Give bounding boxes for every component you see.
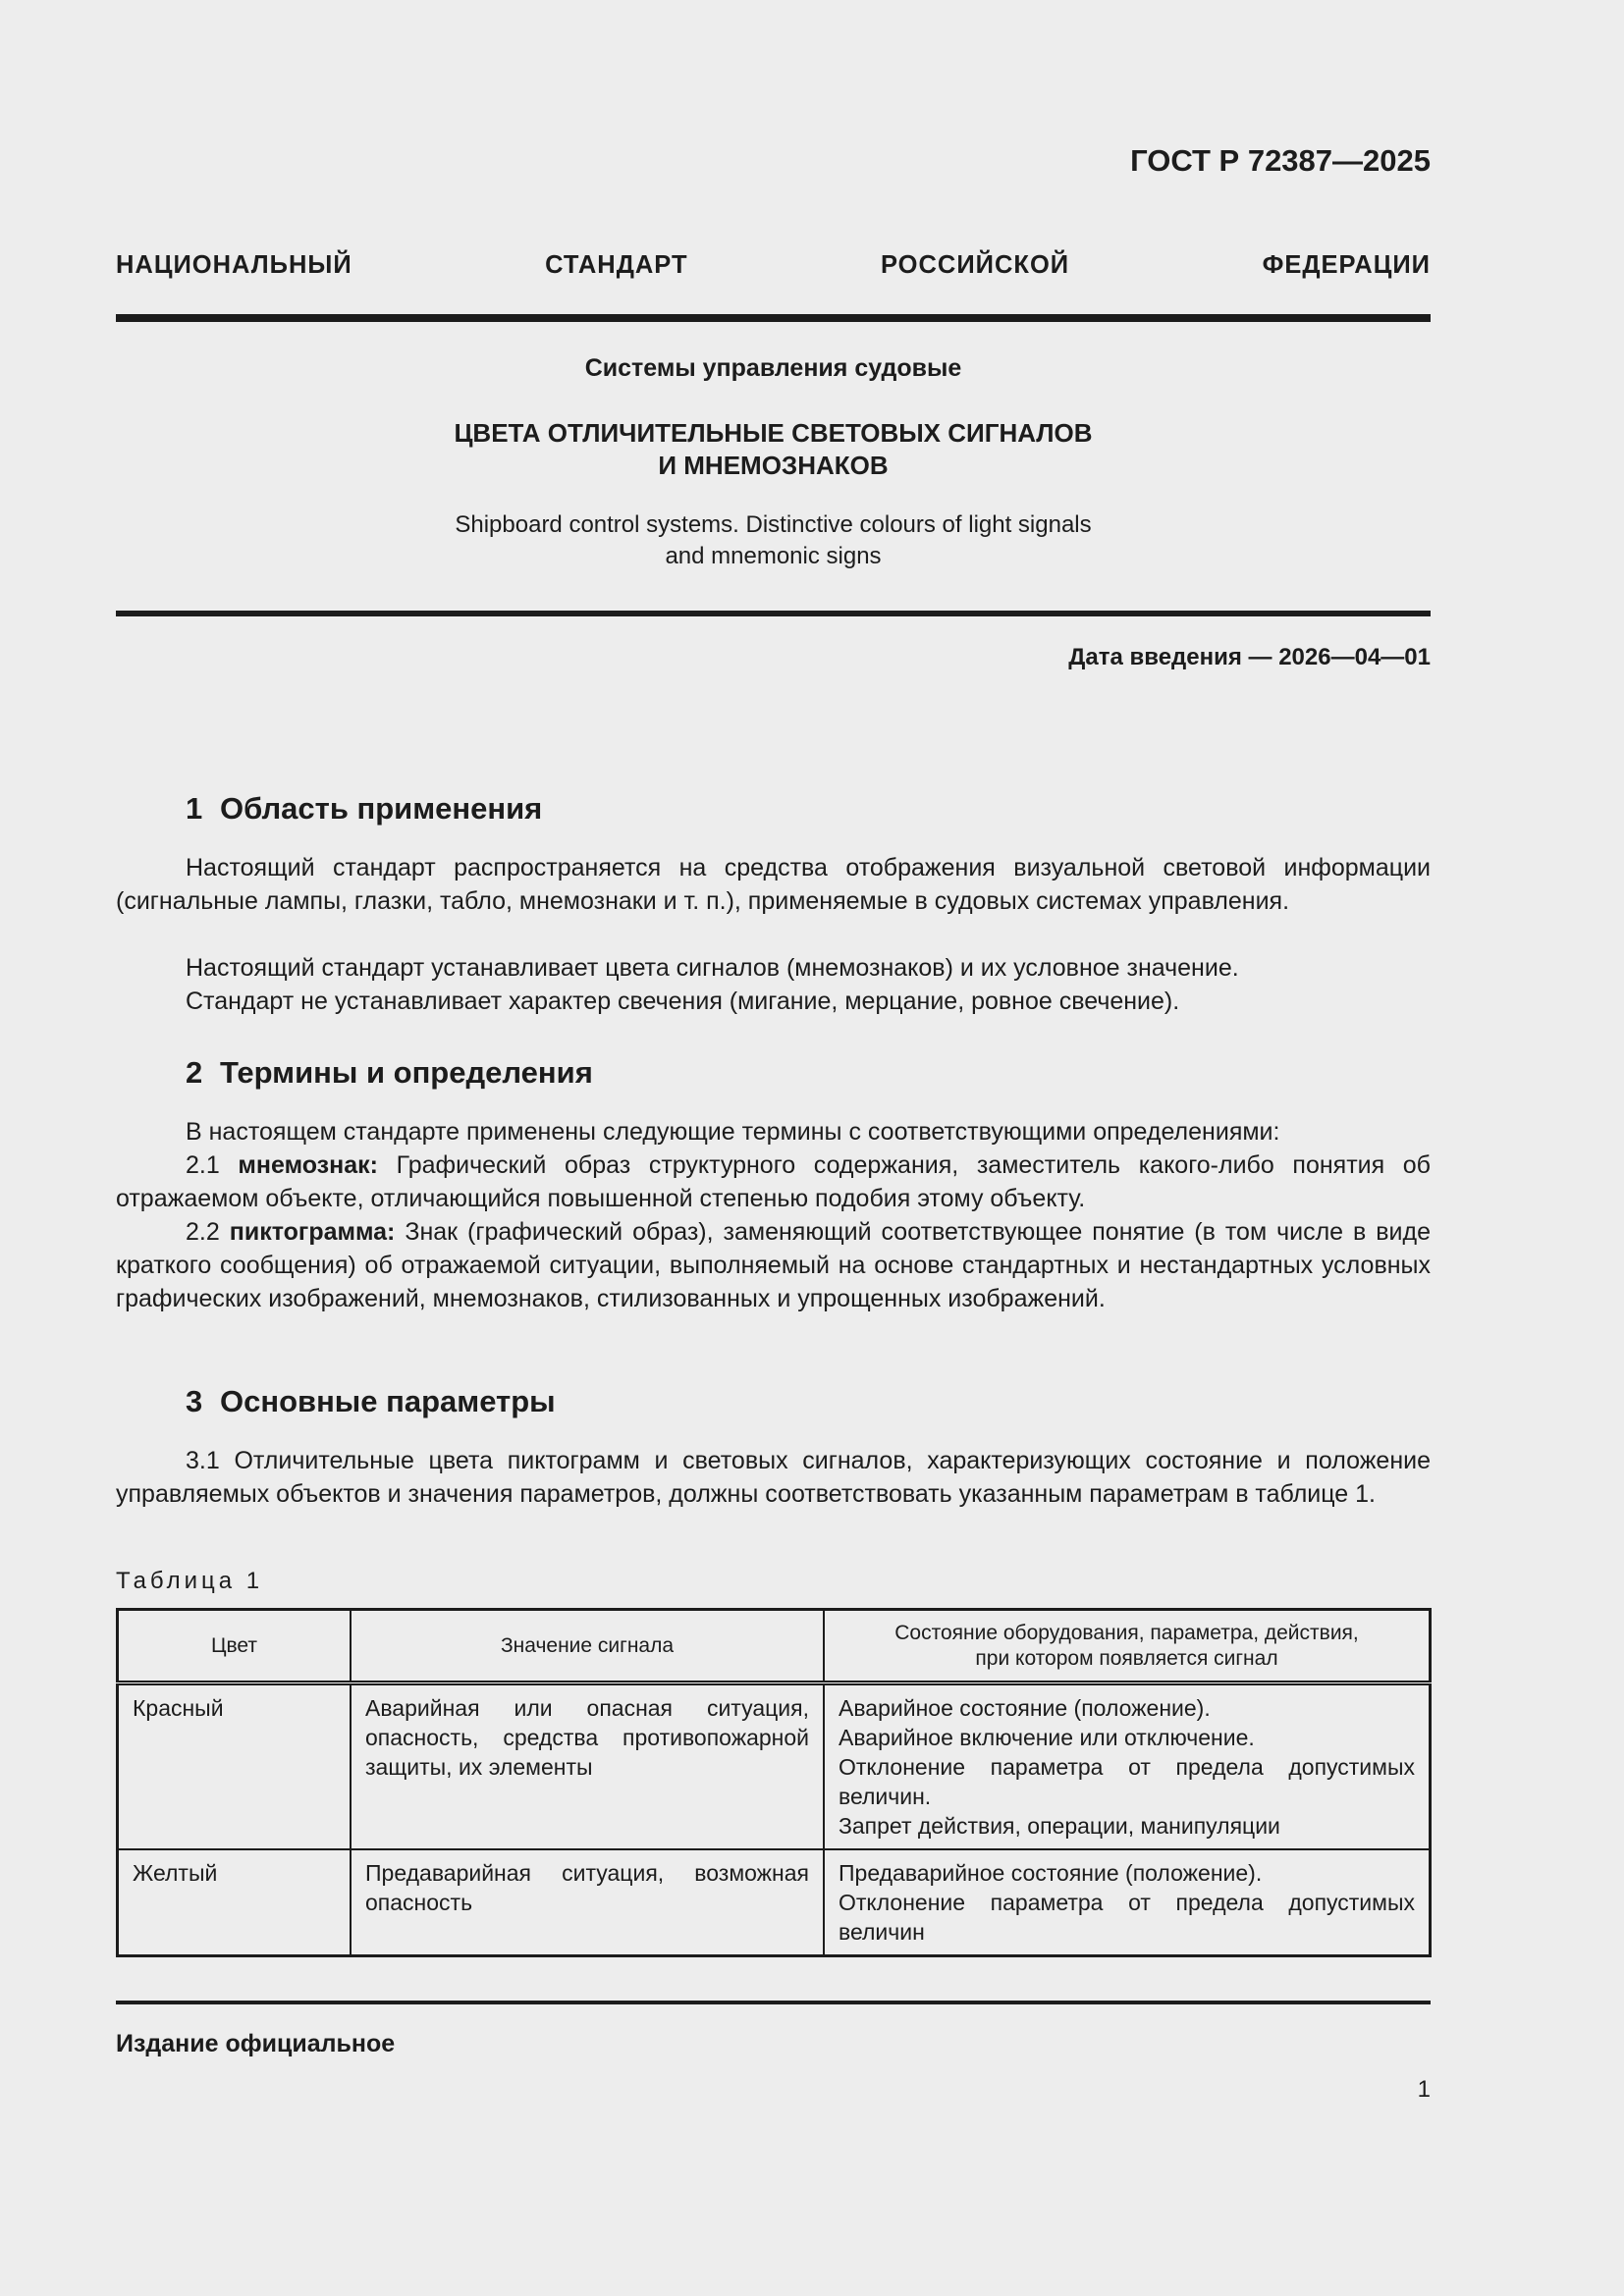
english-title-line2: and mnemonic signs (665, 543, 882, 569)
paragraph: 3.1 Отличительные цвета пиктограмм и световых сигналов, характеризующих состояние и положение управляемых объектов и значения параметров, должны соответствовать указанным параметрам в таблице 1. (116, 1447, 1431, 1508)
top-rule (116, 314, 1431, 322)
document-title-line1: ЦВЕТА ОТЛИЧИТЕЛЬНЫЕ СВЕТОВЫХ СИГНАЛОВ (454, 418, 1093, 448)
signal-colors-table (116, 1608, 1432, 1957)
section-heading-2 (186, 1055, 593, 1091)
term: пиктограмма: (229, 1218, 396, 1246)
state-line: Аварийное включение или отключение. (839, 1725, 1255, 1750)
term-definition (116, 1215, 1431, 1315)
term-number: 2.2 (186, 1218, 220, 1246)
cell-color: Желтый (118, 1849, 352, 1956)
official-edition-label: Издание официальное (116, 2030, 396, 2057)
term-definition (116, 1148, 1431, 1215)
section-title: Термины и определения (220, 1055, 593, 1090)
section-heading-1 (186, 791, 542, 827)
national-standard-heading: НАЦИОНАЛЬНЫЙ СТАНДАРТ РОССИЙСКОЙ ФЕДЕРАЦИИ (116, 251, 1431, 279)
section-number: 2 (186, 1055, 203, 1090)
table-header-row (118, 1610, 1431, 1683)
cell-meaning: Аварийная или опасная ситуация, опасность, средства противопожарной защиты, их элементы (351, 1683, 824, 1850)
state-line: Запрет действия, операции, манипуляции (839, 1813, 1280, 1839)
state-line: Отклонение параметра от предела допустимых величин (839, 1890, 1415, 1945)
section-title: Основные параметры (220, 1384, 556, 1418)
document-subtitle: Системы управления судовые (584, 354, 962, 382)
page-number: 1 (1417, 2076, 1431, 2103)
document-title-line2: И МНЕМОЗНАКОВ (658, 451, 889, 480)
term-number: 2.1 (186, 1151, 220, 1179)
title-bottom-rule (116, 611, 1431, 616)
header-state-line2: при котором появляется сигнал (975, 1646, 1278, 1670)
english-title-line1: Shipboard control systems. Distinctive colours of light signals (455, 511, 1092, 538)
definition: Графический образ структурного содержания, заместитель какого-либо понятия об отражаемом объекте, отличающийся повышенной степенью подобия этому объекту. (116, 1151, 1432, 1212)
header-color: Цвет (118, 1610, 352, 1683)
table-row (118, 1849, 1431, 1956)
document-number: ГОСТ Р 72387—2025 (1130, 143, 1431, 178)
introduction-date: Дата введения — 2026—04—01 (1068, 644, 1431, 670)
header-meaning: Значение сигнала (351, 1610, 824, 1683)
paragraph: Стандарт не устанавливает характер свечения (мигание, мерцание, ровное свечение). (186, 988, 1180, 1015)
paragraph: В настоящем стандарте применены следующие термины с соответствующими определениями: (186, 1118, 1280, 1146)
term: мнемознак: (238, 1151, 378, 1179)
definition: Знак (графический образ), заменяющий соответствующее понятие (в том числе в виде краткого сообщения) об отражаемой ситуации, выполняемый на основе стандартных и нестандартных условных графических изображений, мнемознаков, стилизованных и упрощенных изображений. (116, 1218, 1431, 1312)
section-heading-3 (186, 1384, 556, 1419)
cell-meaning: Предаварийная ситуация, возможная опасность (351, 1849, 824, 1956)
cell-color: Красный (118, 1683, 352, 1850)
footer-rule (116, 2001, 1431, 2004)
cell-state (824, 1849, 1431, 1956)
paragraph: Настоящий стандарт распространяется на средства отображения визуальной световой информации (сигнальные лампы, глазки, табло, мнемознаки и т. п.), применяемые в судовых системах управления. (116, 854, 1431, 915)
section-number: 3 (186, 1384, 203, 1418)
section-number: 1 (186, 791, 203, 826)
header-state-line1: Состояние оборудования, параметра, действия, (894, 1621, 1359, 1644)
header-state (824, 1610, 1431, 1683)
state-line: Аварийное состояние (положение). (839, 1695, 1211, 1721)
cell-state (824, 1683, 1431, 1850)
section-title: Область применения (220, 791, 543, 826)
table-row (118, 1683, 1431, 1850)
paragraph: Настоящий стандарт устанавливает цвета сигналов (мнемознаков) и их условное значение. (186, 954, 1239, 982)
state-line: Отклонение параметра от предела допустимых величин. (839, 1754, 1415, 1809)
table-caption: Таблица 1 (116, 1568, 264, 1594)
state-line: Предаварийное состояние (положение). (839, 1860, 1263, 1886)
